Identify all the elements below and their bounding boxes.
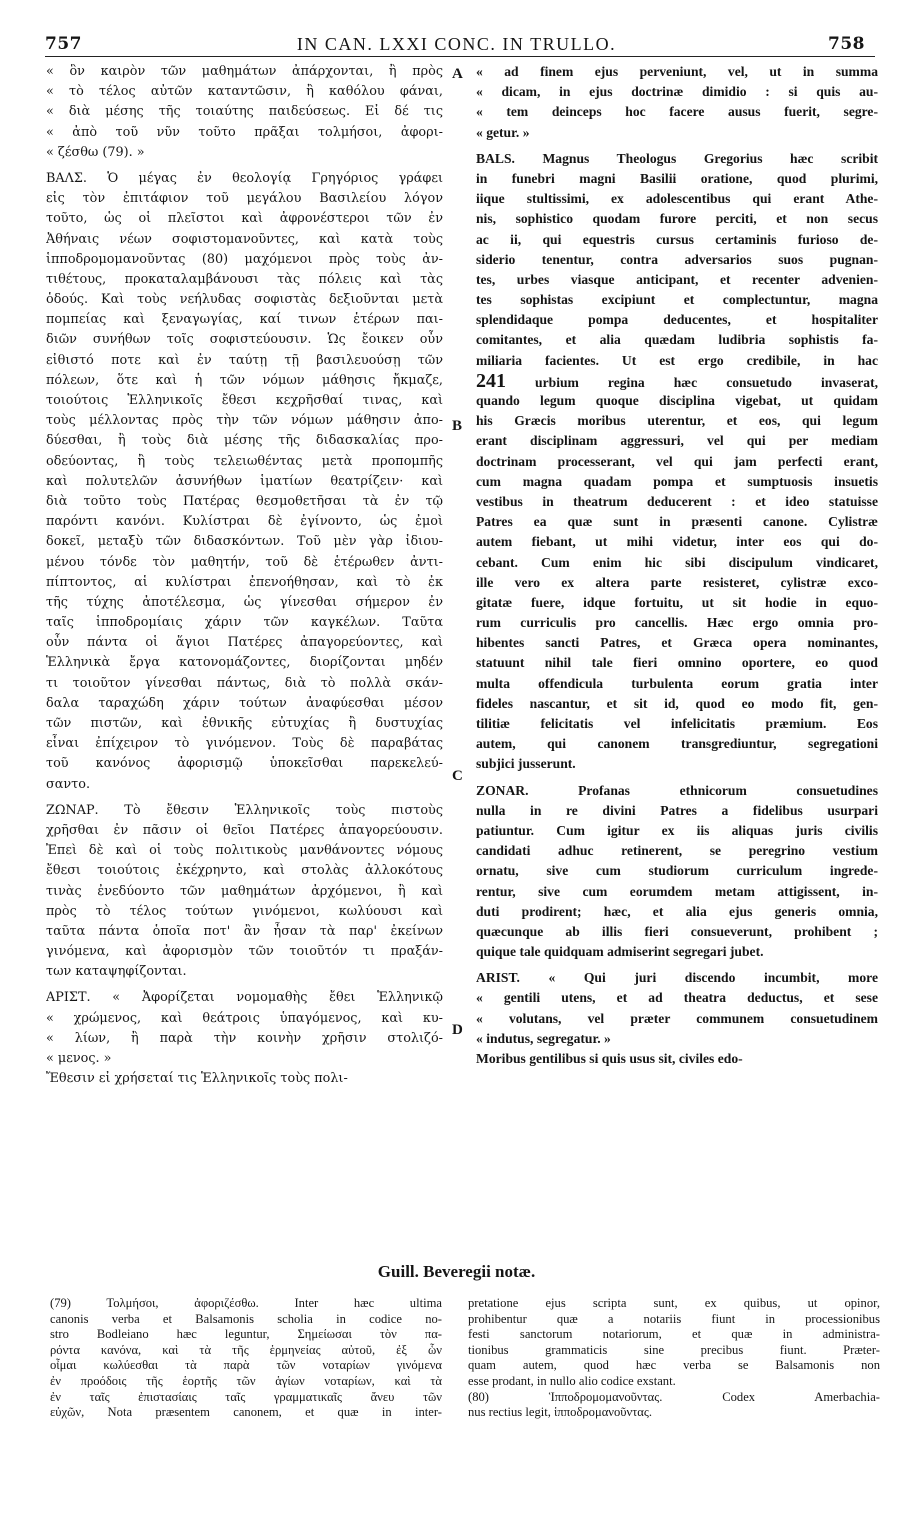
text-line: stro Bodleiano hæc leguntur, Σημείωσαι τὸν πα- <box>50 1327 442 1342</box>
text-line: « τὸ τέλος αὐτῶν καταντῶσιν, ἢ καθόλου φάναι, <box>46 84 443 100</box>
text-line: « indutus, segregatur. » <box>476 1030 611 1046</box>
text-line: πόλεων, ὅτε καὶ ἡ τῶν νόμων μάθησις ἤκμαζε, <box>46 372 443 388</box>
text-line: τῆς τύχης ἀποτέλεσμα, ὡς γίνεσθαι σήμερον ἐν <box>46 594 443 610</box>
text-line: τῶν πιστῶν, καὶ ἐθνικῆς εὐτυχίας ἢ δυστυχίας <box>46 716 443 731</box>
text-line: « λίων, ἢ παρὰ τὴν κοινὴν χρῆσιν στολιζό- <box>46 1030 443 1046</box>
text-line: καὶ πολυτελῶν ἀσυνήθων ἱματίων θεατρίζειν· καὶ <box>46 473 443 489</box>
text-line: « ad finem ejus perveniunt, vel, ut in summa <box>476 64 878 79</box>
text-line: rum curriculis pro cancellis. Hæc ergo omnia pro- <box>476 615 878 631</box>
text-line: subjici jusserunt. <box>476 756 576 772</box>
text-line: quando legum quoque disciplina vigebat, ut quidam <box>476 393 878 408</box>
text-line: εὐχῶν, Nota præsentem canonem, et quæ in inter- <box>50 1405 442 1420</box>
page-number-right: 758 <box>828 34 865 54</box>
text-line: Ἀθήναις νέων σοφιστομανοῦντες, καὶ κατὰ τοὺς <box>46 231 443 247</box>
text-line: patiuntur. Cum igitur ex iis aliquas juris civilis <box>476 822 878 838</box>
text-line: τοὺς μέλλοντας πρὸς τὴν τῶν νόμων μάθησιν ἀπο- <box>46 413 443 429</box>
text-line: tes sophistas excipiunt et complectuntur, magna <box>476 292 878 308</box>
text-line: miliaria facientes. Ut est ergo credibile, in hac <box>476 352 878 368</box>
latin-text-part-1 <box>476 62 878 371</box>
text-line: « ἀπὸ τοῦ νῦν τοῦτο πρᾶξαι τολμήσοι, ἀφορι- <box>46 124 443 140</box>
text-line: « χρώμενος, καὶ θεάτροις ὑπαγόμενος, καὶ κυ- <box>46 1010 443 1026</box>
header-rule <box>45 56 875 57</box>
text-line: esse prodant, in nullo alio codice exstant. <box>468 1373 676 1388</box>
text-line: splendidaque pompa deducentes, et hospitaliter <box>476 312 878 328</box>
text-line: in funebri magni Basilii oratione, quod plurimi, <box>476 170 878 186</box>
text-line: nus rectius legit, ἱπποδρομανοῦντας. <box>468 1405 653 1420</box>
text-line: « ζέσθω (79). » <box>46 144 145 160</box>
notes-heading: Guill. Beveregii notæ. <box>377 1262 536 1281</box>
notes-left-column <box>50 1296 442 1421</box>
text-line: οδεύοντας, ἢ τοὺς τελειωθέντας μετὰ προπομπῆς <box>46 453 443 469</box>
text-line: « διὰ μέσης τῆς τοιαύτης παιδεύσεως. Εἰ δέ τις <box>46 104 443 120</box>
text-line: candidati adhuc retinerent, se peregrino vestium <box>476 843 878 859</box>
greek-text-column <box>46 62 443 1089</box>
text-line: (79) Τολμήσοι, ἀφοριζέσθω. Inter hæc ultima <box>50 1296 442 1310</box>
text-line: siderio tenentur, contra adversarios suos pugnan- <box>476 251 878 267</box>
page-marker-241: 241 <box>476 370 506 391</box>
text-line: urbium regina hæc consuetudo invaserat, <box>506 374 878 390</box>
text-line: εἰθιστό ποτε καὶ ἐν ταύτῃ τῇ βασιλευούσῃ τῶν <box>46 352 443 368</box>
text-line: τοῦτο, ὡς οἱ πλεῖστοι καὶ ἀφρονέστεροι τῶν ἐν <box>46 211 443 227</box>
text-line: δαλα ταραχώδη χάριν τούτων ἀναφύεσθαι μέσον <box>46 695 443 711</box>
text-line: festi sanctorum notariorum, et quæ in administra- <box>468 1327 880 1342</box>
text-line: δοκεῖ, μεταξὺ τῶν διδασκόντων. Τοῦ μὲν γὰρ ἰδιου- <box>46 534 443 550</box>
text-line: « gentili utens, et ad theatra deductus, et sese <box>476 990 878 1006</box>
text-line: οἶμαι κωλύεσθαι τὰ παρὰ τῶν νοταρίων γινόμενα <box>50 1358 442 1373</box>
text-line: ac ii, qui equestris cursus certaminis furioso de- <box>476 231 878 247</box>
text-line: fideles nascantur, et sit id, quod eo modo fit, gen- <box>476 695 878 711</box>
text-line: γινόμενα, καὶ ἀφορισμὸν τῶν τοιοῦτόν τι πραξάν- <box>46 944 443 960</box>
text-line: autem fiebant, ut mihi videtur, inter eos qui do- <box>476 534 878 550</box>
text-line: τιθέτους, προκαταλαμβάνουσι τὰς πόλεις καὶ τὰς <box>46 271 443 287</box>
text-line: quæcunque ab illis fieri consueverunt, prohibent ; <box>476 923 878 939</box>
text-line: παρόντι κανόνι. Κυλίστραι δὲ ἐγίνοντο, ὡς ἐμοὶ <box>46 514 443 530</box>
text-line: erant disciplinam aggressuri, vel qui per mediam <box>476 433 878 449</box>
latin-text-part-2 <box>476 391 878 1069</box>
text-line: ὁδούς. Καὶ τοὺς νεήλυδας σοφιστὰς δεξιοῦνται μετὰ <box>46 292 443 308</box>
text-line: εἰς τὸν ἐπιτάφιον τοῦ μεγάλου Βασιλείου λόγον <box>46 191 443 207</box>
text-line: « getur. » <box>476 124 530 140</box>
text-line: πίπτοντος, αἱ κυλίστραι ἐπενοήθησαν, καὶ τὸ ἐκ <box>46 574 443 590</box>
text-line: rentur, sive cum eorumdem metam attigissent, in- <box>476 883 878 899</box>
margin-letter-b: B <box>452 418 463 434</box>
text-line: ZONAR. Profanas ethnicorum consuetudines <box>476 782 878 798</box>
text-line: τινὰς ἐνεδύοντο τῶν μαθημάτων ἀρχόμενοι, ἢ καὶ <box>46 883 443 899</box>
page-number-left: 757 <box>45 34 82 54</box>
text-line: ΒΑΛΣ. Ὁ μέγας ἐν θεολογίᾳ Γρηγόριος γράφει <box>46 170 443 186</box>
text-line: διῶν συνήθων τοῖς σοφιστεύουσιν. Ὡς ἔοικεν οὖν <box>46 332 443 348</box>
text-line: duti prodirent; hæc, et alia ejus generis omnia, <box>476 903 878 919</box>
text-line: ἔθεσι τοιούτοις ἐκέχρηντο, καὶ στολὰς ἀλλοκότους <box>46 863 443 879</box>
margin-letter-d: D <box>452 1022 463 1038</box>
text-line: nulla in re divini Patres a fidelibus usurpari <box>476 802 878 818</box>
text-line: ille vero ex altera parte resisteret, cylistræ exco- <box>476 574 878 590</box>
text-line: comitantes, et alia quædam ludibria sophistis fa- <box>476 332 878 348</box>
text-line: vestibus in theatrum deducerent : et ideo statuisse <box>476 493 878 509</box>
text-line: (80) Ἱπποδρομομανοῦντας. Codex Amerbachia- <box>468 1389 880 1404</box>
text-line: χρῆσθαι ἐν πᾶσιν οἱ θεῖοι Πατέρες ἀπαγορεύουσιν. <box>46 822 443 838</box>
text-line: ΖΩΝΑΡ. Τὸ ἔθεσιν Ἑλληνικοῖς τοὺς πιστοὺς <box>46 802 443 818</box>
text-line: quam autem, quod hæc verba se Balsamonis non <box>468 1358 880 1373</box>
text-line: statuunt nihil tale fieri omnino oportere, eo quod <box>476 655 878 671</box>
text-line: cum magna quadam pompa et sumptuosis insuetis <box>476 473 878 489</box>
latin-text-column <box>476 62 878 1069</box>
text-line: canonis verba et Balsamonis scholia in codice no- <box>50 1311 442 1326</box>
text-line: tionibus grammaticis sine precibus fiunt. Præter- <box>468 1342 880 1357</box>
text-line: multa offendicula turbulenta eorum gratia inter <box>476 675 878 691</box>
text-line: Ἑλληνικὰ ἔργα κατονομάζοντες, διορίζονται μηδέν <box>46 655 443 671</box>
text-line: ornatu, sive cum studiorum curriculum ingrede- <box>476 863 878 879</box>
text-line: ρόντα κανόνα, καὶ τὰ τῆς ἑρμηνείας αὐτοῦ, ἐξ ὧν <box>50 1342 442 1357</box>
text-line: Patres ea quæ sunt in præsenti canone. Cylistræ <box>476 514 878 530</box>
text-line: nis, sophistico quodam furore perciti, et non secus <box>476 211 878 227</box>
text-line: ARIST. « Qui juri discendo incumbit, more <box>476 970 878 986</box>
text-line: Ἐπεὶ δὲ καὶ οἱ τοὺς πολιτικοὺς μανθάνοντες νόμους <box>46 843 443 859</box>
running-title: IN CAN. LXXI CONC. IN TRULLO. <box>296 34 617 54</box>
text-line: cebant. Cum enim hic sibi discipulum vindicaret, <box>476 554 878 570</box>
text-line: tes, urbes viasque anticipant, et recenter advenien- <box>476 271 878 287</box>
text-line: ΑΡΙΣΤ. « Ἀφορίζεται νομομαθὴς ἔθει Ἑλληνικῷ <box>46 990 443 1006</box>
text-line: διὰ τοῦτο τοὺς Πατέρας θεσμοθετῆσαι τὰ ἐν τῷ <box>46 493 443 509</box>
text-line: doctrinam processerant, vel qui jam perfecti erant, <box>476 453 878 469</box>
text-line: prohibentur quæ a notariis fiunt in processionibus <box>468 1311 880 1326</box>
text-line: his Græcis moribus uterentur, et eos, qui legum <box>476 413 878 429</box>
text-line: autem, qui canonem transgrediuntur, segregationi <box>476 736 878 752</box>
notes-right-column <box>468 1296 880 1421</box>
text-line: τι τοιοῦτον γίνεσθαι πάντως, διὰ τὸ πολλὰ σκάν- <box>46 675 443 691</box>
text-line: « tem deinceps hoc facere ausus fuerit, segre- <box>476 104 878 120</box>
text-line: ταῦτα πάντα ὁποῖα ποτ' ἂν ἦσαν τὰ παρ' ἐκείνων <box>46 923 443 939</box>
text-line: gitatæ fuere, idque fortuitu, ut sit hodie in equo- <box>476 594 878 610</box>
text-line: τοῦ κανόνος ἀφορισμῷ ὑποκεῖσθαι παρεκελεύ- <box>46 756 443 772</box>
text-line: iique stultissimi, ex adolescentibus qui erant Athe- <box>476 191 878 207</box>
text-line-with-page-marker <box>476 371 878 391</box>
text-line: σαντο. <box>46 776 91 792</box>
text-line: πρὸς τὸ τέλος τούτων γινόμενοι, κωλύουσι καὶ <box>46 903 443 919</box>
text-line: ταῖς ἱπποδρομίαις χάριν τῶν καγκέλων. Ταῦτα <box>46 615 443 631</box>
text-line: μένου τόνδε τὸν μαθητήν, τοῦ δὲ ἑτέρωθεν ἀντι- <box>46 554 443 570</box>
text-line: Ἔθεσιν εἰ χρήσεταί τις Ἑλληνικοῖς τοὺς πολι- <box>46 1071 348 1087</box>
text-line: ἱπποδρομομανοῦντας (80) μαχόμενοι πρὸς τοὺς ἀν- <box>46 251 443 267</box>
text-line: των καταψηφίζονται. <box>46 964 187 980</box>
text-line: ἐν ταῖς ἐπιστασίαις ταῖς γραμματικαῖς ἄνευ τῶν <box>50 1389 442 1404</box>
text-line: « volutans, vel præter communem consuetudinem <box>476 1010 878 1026</box>
text-line: pretatione ejus scripta sunt, ex quibus, ut opinor, <box>468 1296 880 1310</box>
text-line: hibentes sancti Patres, et Græca opera nominantes, <box>476 635 878 651</box>
text-line: Moribus gentilibus si quis usus sit, civiles edo- <box>476 1051 743 1066</box>
text-line: « dicam, in ejus doctrinæ dimidio : si quis au- <box>476 84 878 100</box>
text-line: quique tale quidquam admiserint segregari jubet. <box>476 944 764 960</box>
text-line: « μενος. » <box>46 1051 112 1066</box>
text-line: τοιούτοις Ἑλληνικοῖς ἔθεσι κεχρῆσθαί τινας, καὶ <box>46 393 443 408</box>
text-line: BALS. Magnus Theologus Gregorius hæc scribit <box>476 150 878 166</box>
text-line: δύεσθαι, ἢ τοὺς διὰ μέσης τῆς διδασκαλίας προ- <box>46 433 443 449</box>
text-line: εἶναι ἐπίχειρον τὸ γινόμενον. Τοὺς δὲ παραβάτας <box>46 736 443 752</box>
text-line: tilitiæ felicitatis vel infelicitatis præmium. Eos <box>476 716 878 731</box>
margin-letter-a: A <box>452 66 463 82</box>
text-line: « ὃν καιρὸν τῶν μαθημάτων ἀπάρχονται, ἢ πρὸς <box>46 64 443 79</box>
text-line: οὖν πάντα οἱ ἅγιοι Πατέρες ἀπαγορεύοντες, καὶ <box>46 635 443 651</box>
margin-letter-c: C <box>452 768 463 784</box>
text-line: ἐν προόδοις τῆς ἑορτῆς τῶν ἁγίων νοταρίων, καὶ τὰ <box>50 1373 442 1388</box>
text-line: πομπείας καὶ ξεναγωγίας, καί τινων ἑτέρων παι- <box>46 312 443 328</box>
